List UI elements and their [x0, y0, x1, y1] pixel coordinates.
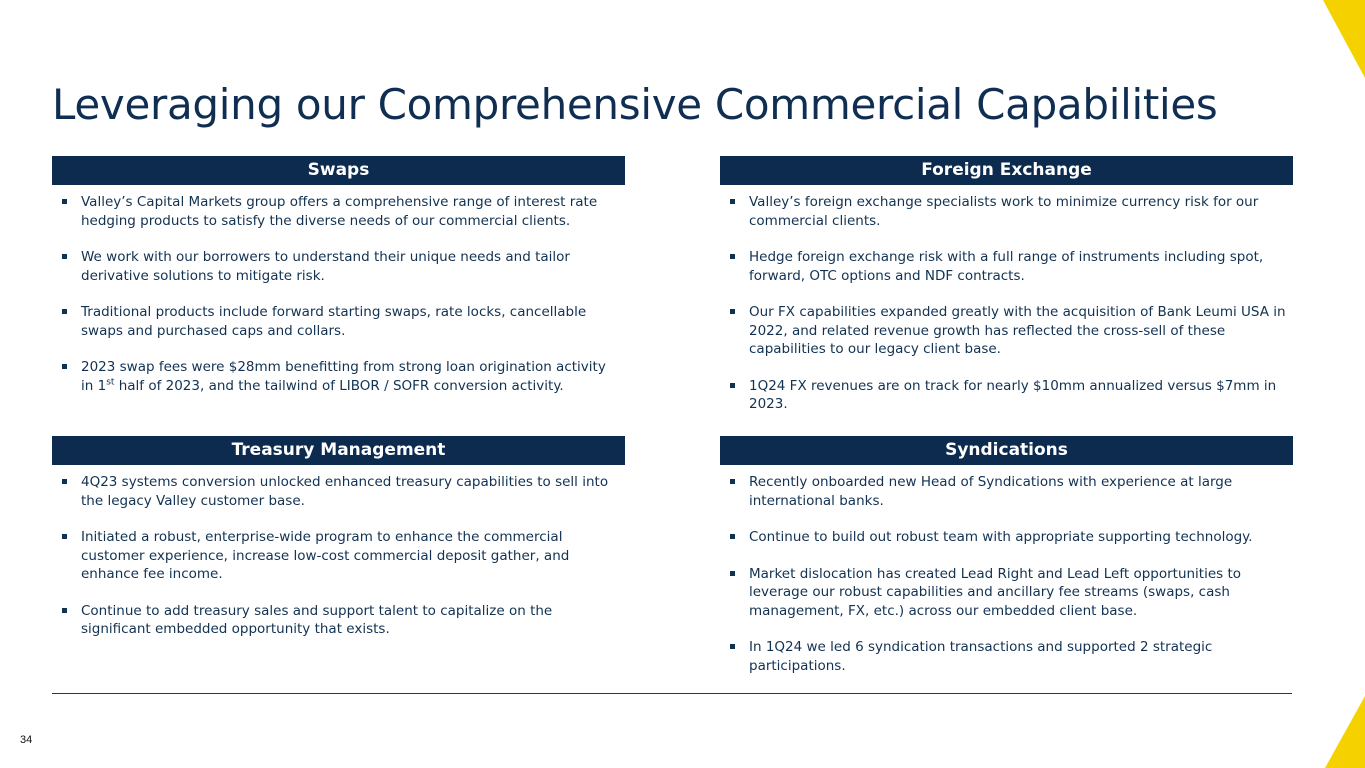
- corner-accent-top: [1323, 0, 1365, 78]
- treasury-bullet-list: [52, 473, 625, 639]
- fx-bullet-4: 1Q24 FX revenues are on track for nearly $10mm annualized versus $7mm in 2023.: [720, 377, 1293, 414]
- swaps-bullet-list: [52, 193, 625, 395]
- syndications-bullet-3: Market dislocation has created Lead Right and Lead Left opportunities to leverage our robust capabilities and ancillary fee streams (swaps, cash management, FX, etc.) across our embedded client base.: [720, 565, 1293, 621]
- syndications-bullet-2: Continue to build out robust team with appropriate supporting technology.: [720, 528, 1293, 547]
- syndications-bullet-4: In 1Q24 we led 6 syndication transactions and supported 2 strategic participations.: [720, 638, 1293, 675]
- swaps-bullet-2: We work with our borrowers to understand their unique needs and tailor derivative solutions to mitigate risk.: [52, 248, 625, 285]
- foreign-exchange-bullet-list: [720, 193, 1293, 414]
- syndications-section: [720, 436, 1293, 693]
- fx-bullet-1: Valley’s foreign exchange specialists work to minimize currency risk for our commercial clients.: [720, 193, 1293, 230]
- swaps-section: [52, 156, 625, 413]
- syndications-header: Syndications: [720, 436, 1293, 465]
- superscript-st: st: [106, 377, 115, 387]
- syndications-bullet-1: Recently onboarded new Head of Syndications with experience at large international banks.: [720, 473, 1293, 510]
- treasury-bullet-2: Initiated a robust, enterprise-wide program to enhance the commercial customer experience, increase low-cost commercial deposit gather, and enhance fee income.: [52, 528, 625, 584]
- swaps-bullet-4-text-start: 2023 swap fees were $28mm benefitting from strong loan origination activity in 1: [81, 359, 606, 394]
- swaps-bullet-1: Valley’s Capital Markets group offers a comprehensive range of interest rate hedging products to satisfy the diverse needs of our commercial clients.: [52, 193, 625, 230]
- foreign-exchange-header: Foreign Exchange: [720, 156, 1293, 185]
- swaps-bullet-4: [52, 358, 625, 395]
- treasury-management-header: Treasury Management: [52, 436, 625, 465]
- corner-accent-bottom: [1325, 696, 1365, 768]
- swaps-header: Swaps: [52, 156, 625, 185]
- fx-bullet-3: Our FX capabilities expanded greatly with the acquisition of Bank Leumi USA in 2022, and related revenue growth has reflected the cross-sell of these capabilities to our legacy client base.: [720, 303, 1293, 359]
- page-title: Leveraging our Comprehensive Commercial Capabilities: [52, 80, 1218, 129]
- swaps-bullet-4-text-end: half of 2023, and the tailwind of LIBOR / SOFR conversion activity.: [114, 377, 564, 394]
- treasury-bullet-1: 4Q23 systems conversion unlocked enhanced treasury capabilities to sell into the legacy Valley customer base.: [52, 473, 625, 510]
- swaps-bullet-3: Traditional products include forward starting swaps, rate locks, cancellable swaps and purchased caps and collars.: [52, 303, 625, 340]
- syndications-bullet-list: [720, 473, 1293, 675]
- bottom-divider: [52, 693, 1292, 694]
- foreign-exchange-section: [720, 156, 1293, 432]
- page-number: 34: [20, 734, 33, 746]
- treasury-bullet-3: Continue to add treasury sales and support talent to capitalize on the significant embedded opportunity that exists.: [52, 602, 625, 639]
- treasury-management-section: [52, 436, 625, 657]
- fx-bullet-2: Hedge foreign exchange risk with a full range of instruments including spot, forward, OTC options and NDF contracts.: [720, 248, 1293, 285]
